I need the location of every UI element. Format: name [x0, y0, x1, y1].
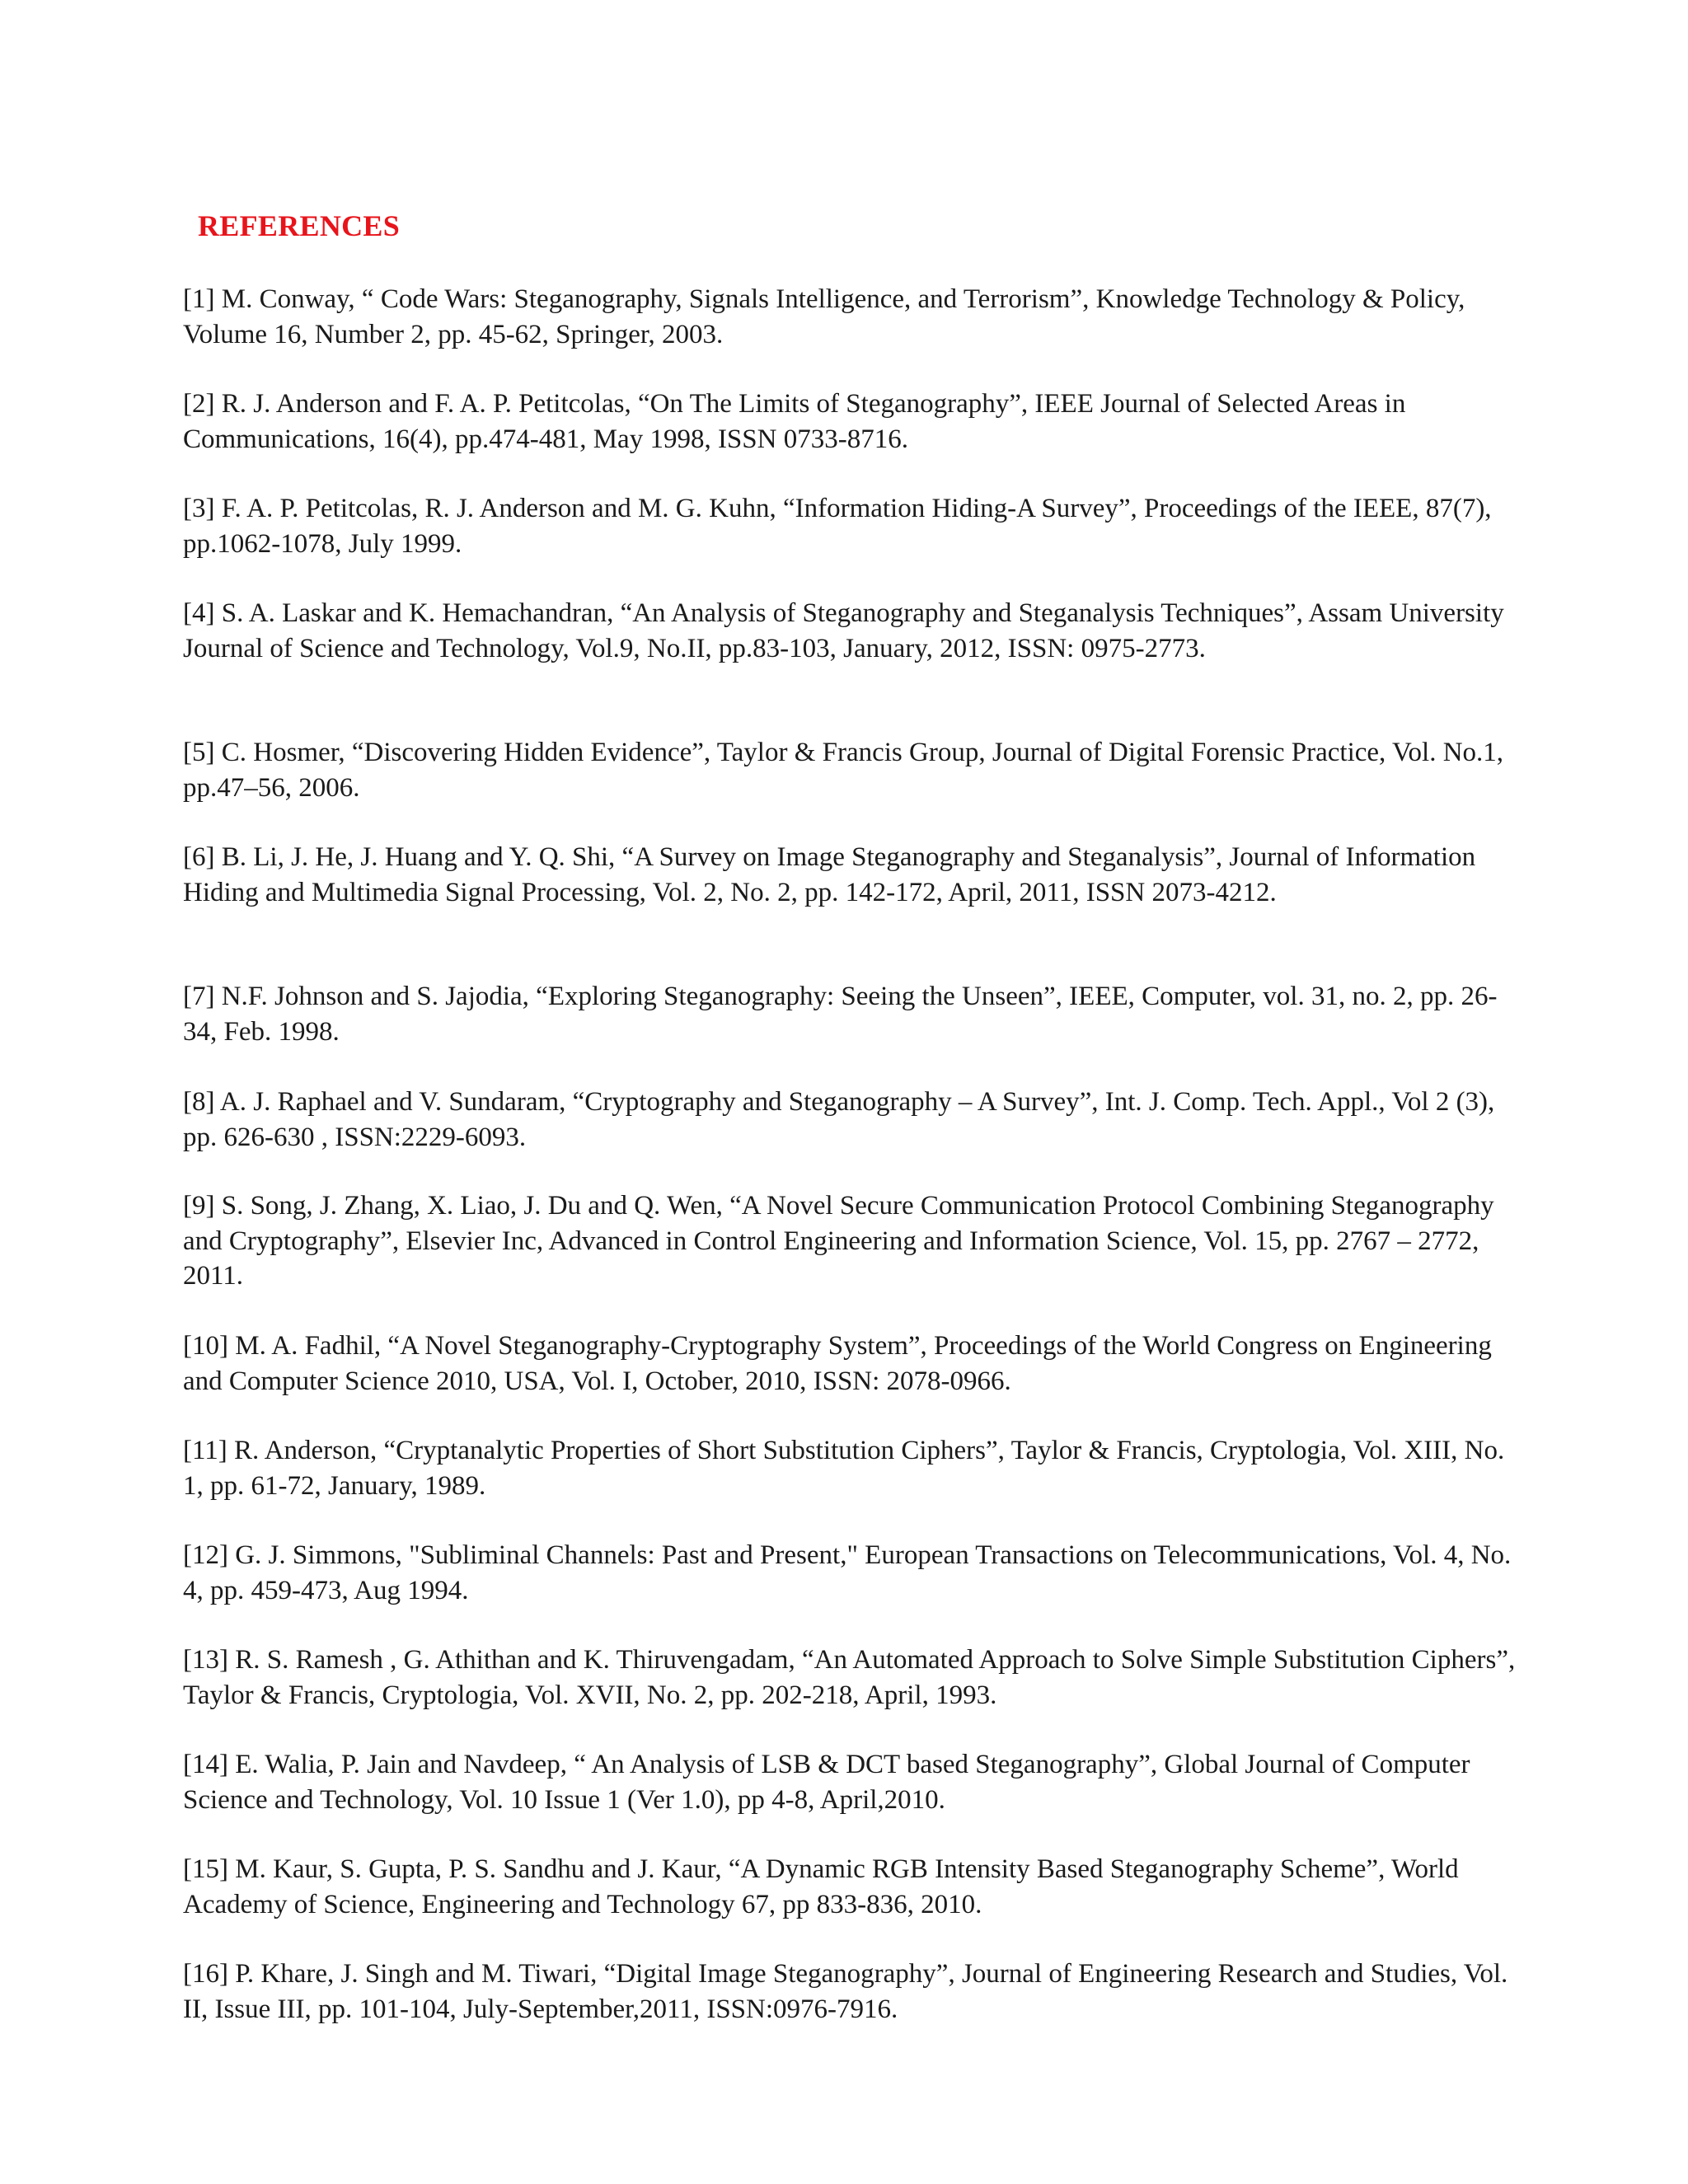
reference-9: [9] S. Song, J. Zhang, X. Liao, J. Du and Q. Wen, “A Novel Secure Communication Protocol Combining Steganography and Cryptography”, Elsevier Inc, Advanced in Control Engineering and Information Science, Vol. 15, pp. 2767 – 2772, 2011. — [183, 1191, 1494, 1291]
reference-15: [15] M. Kaur, S. Gupta, P. S. Sandhu and J. Kaur, “A Dynamic RGB Intensity Based Steganography Scheme”, World Academy of Science, Engineering and Technology 67, pp 833-836, 2010. — [183, 1854, 1459, 1919]
reference-11: [11] R. Anderson, “Cryptanalytic Properties of Short Substitution Ciphers”, Taylor & Francis, Cryptologia, Vol. XIII, No. 1, pp. 61-72, January, 1989. — [183, 1436, 1505, 1501]
references-heading: REFERENCES — [198, 209, 401, 242]
reference-6: [6] B. Li, J. He, J. Huang and Y. Q. Shi, “A Survey on Image Steganography and Steganalysis”, Journal of Information Hiding and Multimedia Signal Processing, Vol. 2, No. 2, pp. 142-172, April, 2011, ISSN 2073-4212. — [183, 842, 1476, 907]
reference-2: [2] R. J. Anderson and F. A. P. Petitcolas, “On The Limits of Steganography”, IEEE Journal of Selected Areas in Communications, 16(4), pp.474-481, May 1998, ISSN 0733-8716. — [183, 389, 1406, 454]
reference-13: [13] R. S. Ramesh , G. Athithan and K. Thiruvengadam, “An Automated Approach to Solve Simple Substitution Ciphers”, Taylor & Francis, Cryptologia, Vol. XVII, No. 2, pp. 202-218, April, 1993. — [183, 1645, 1516, 1710]
reference-7: [7] N.F. Johnson and S. Jajodia, “Exploring Steganography: Seeing the Unseen”, IEEE, Computer, vol. 31, no. 2, pp. 26-34, Feb. 1998. — [183, 982, 1498, 1047]
reference-10: [10] M. A. Fadhil, “A Novel Steganography-Cryptography System”, Proceedings of the World Congress on Engineering and Computer Science 2010, USA, Vol. I, October, 2010, ISSN: 2078-0966. — [183, 1331, 1492, 1396]
reference-5: [5] C. Hosmer, “Discovering Hidden Evidence”, Taylor & Francis Group, Journal of Digital Forensic Practice, Vol. No.1, pp.47–56, 2006. — [183, 738, 1504, 803]
reference-8: [8] A. J. Raphael and V. Sundaram, “Cryptography and Steganography – A Survey”, Int. J. Comp. Tech. Appl., Vol 2 (3), pp. 626-630 , ISSN:2229-6093. — [183, 1087, 1495, 1152]
reference-16: [16] P. Khare, J. Singh and M. Tiwari, “Digital Image Steganography”, Journal of Engineering Research and Studies, Vol. II, Issue III, pp. 101-104, July-September,2011, ISSN:0976-7916. — [183, 1959, 1508, 2024]
reference-4: [4] S. A. Laskar and K. Hemachandran, “An Analysis of Steganography and Steganalysis Techniques”, Assam University Journal of Science and Technology, Vol.9, No.II, pp.83-103, January, 2012, ISSN: 0975-2773. — [183, 598, 1504, 663]
reference-12: [12] G. J. Simmons, "Subliminal Channels: Past and Present," European Transactions on Telecommunications, Vol. 4, No. 4, pp. 459-473, Aug 1994. — [183, 1540, 1512, 1605]
reference-3: [3] F. A. P. Petitcolas, R. J. Anderson and M. G. Kuhn, “Information Hiding-A Survey”, Proceedings of the IEEE, 87(7), pp.1062-1078, July 1999. — [183, 494, 1492, 559]
reference-1: [1] M. Conway, “ Code Wars: Steganography, Signals Intelligence, and Terrorism”, Knowledge Technology & Policy, Volume 16, Number 2, pp. 45-62, Springer, 2003. — [183, 284, 1465, 349]
reference-14: [14] E. Walia, P. Jain and Navdeep, “ An Analysis of LSB & DCT based Steganography”, Global Journal of Computer Science and Technology, Vol. 10 Issue 1 (Ver 1.0), pp 4-8, April,2010. — [183, 1750, 1470, 1815]
